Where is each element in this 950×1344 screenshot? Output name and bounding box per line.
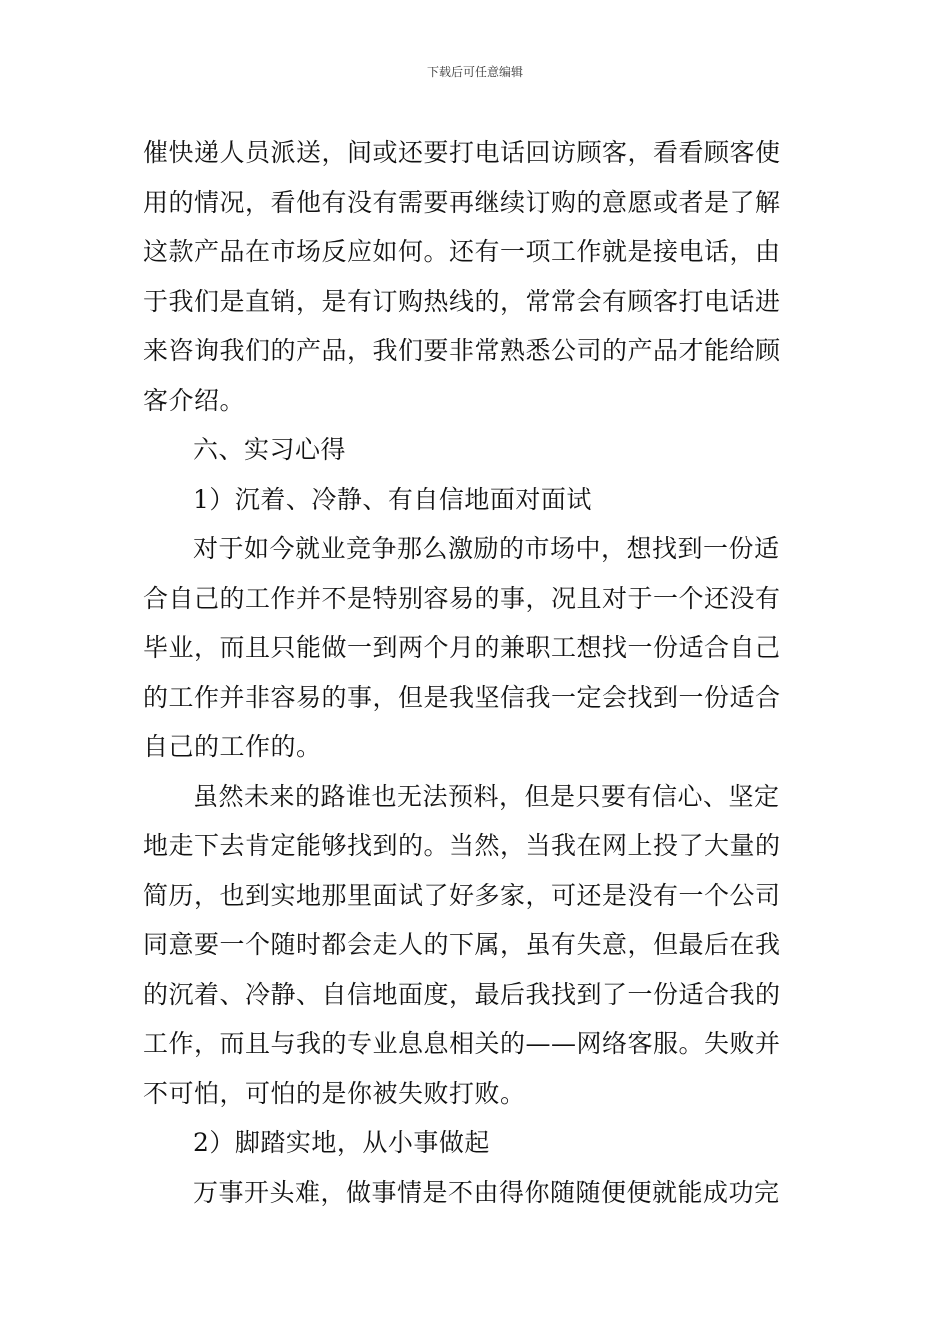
text-line: 的工作并非容易的事，但是我坚信我一定会找到一份适合 (143, 682, 781, 712)
text-line: 用的情况，看他有没有需要再继续订购的意愿或者是了解 (143, 187, 781, 217)
text-line: 的沉着、冷静、自信地面度，最后我找到了一份适合我的 (143, 979, 781, 1009)
text-line: 客介绍。 (143, 385, 246, 415)
text-line: 这款产品在市场反应如何。还有一项工作就是接电话，由 (143, 237, 781, 266)
subsection-heading: 2）脚踏实地，从小事做起 (193, 1128, 490, 1157)
text-line: 简历，也到实地那里面试了好多家，可还是没有一个公司 (143, 880, 781, 910)
text-line: 对于如今就业竞争那么激励的市场中，想找到一份适 (193, 534, 780, 563)
text-line: 不可怕，可怕的是你被失败打败。 (143, 1078, 526, 1108)
text-line: 自己的工作的。 (143, 732, 322, 761)
document-body (143, 128, 818, 1217)
text-line: 同意要一个随时都会走人的下属，虽有失意，但最后在我 (143, 930, 781, 959)
text-line: 来咨询我们的产品，我们要非常熟悉公司的产品才能给顾 (143, 336, 781, 365)
text-line: 于我们是直销，是有订购热线的，常常会有顾客打电话进 (143, 286, 781, 316)
text-line: 毕业，而且只能做一到两个月的兼职工想找一份适合自己 (143, 633, 781, 662)
page-header-note: 下载后可任意编辑 (426, 65, 523, 79)
text-line: 地走下去肯定能够找到的。当然，当我在网上投了大量的 (143, 831, 781, 860)
text-line: 万事开头难，做事情是不由得你随随便便就能成功完 (193, 1177, 780, 1207)
section-heading: 六、实习心得 (193, 435, 347, 464)
text-line: 工作，而且与我的专业息息相关的——网络客服。失败并 (143, 1029, 781, 1058)
text-line: 催快递人员派送，间或还要打电话回访顾客，看看顾客使 (143, 138, 781, 167)
text-line: 虽然未来的路谁也无法预料，但是只要有信心、坚定 (193, 781, 780, 811)
text-line: 合自己的工作并不是特别容易的事，况且对于一个还没有 (143, 583, 781, 613)
subsection-heading: 1）沉着、冷静、有自信地面对面试 (193, 484, 592, 514)
